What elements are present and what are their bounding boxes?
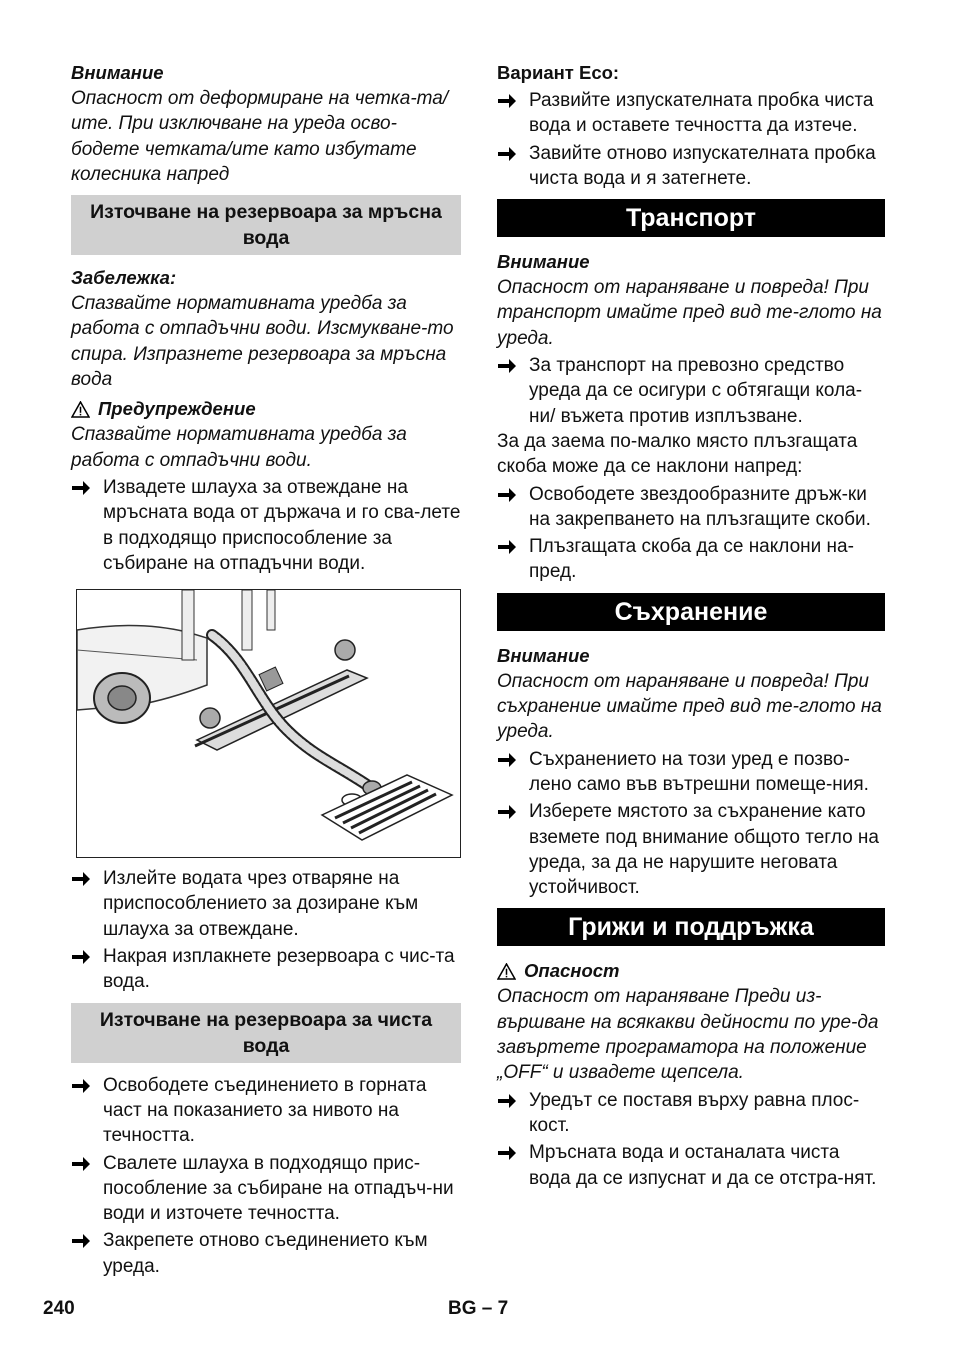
list-item: Свалете шлауха в подходящо прис-пособление за събиране на отпадъч-ни води и източете течността. [71,1151,461,1227]
danger-heading [497,958,885,984]
arrow-right-icon [497,538,517,556]
arrow-right-icon [497,803,517,821]
transport-text: За да заема по-малко място плъзгащата скоба може да се наклони напред: [497,430,858,478]
list-item: За транспорт на превозно средство уреда да се осигури с обтягащи кола-ни/ въжета против изплъзване. [497,353,885,429]
list-item: Завийте отново изпускателната пробка чиста вода и я затегнете. [497,141,885,192]
warning-triangle-icon [71,401,90,418]
arrow-right-icon [497,751,517,769]
arrow-right-icon [71,1232,91,1250]
eco-variant-label: Вариант Eco: [497,62,620,83]
caution-text: Опасност от нараняване и повреда! При транспорт имайте пред вид те-глото на уреда. [497,277,882,349]
section-heading-dirty-water: Източване на резервоара за мръсна вода [71,195,461,255]
arrow-right-icon [497,486,517,504]
list-item: Освободете съединението в горната част на показанието за нивото на течността. [71,1073,461,1149]
caution-label: Внимание [71,62,164,83]
page-number: 240 [43,1298,75,1319]
warning-label: Предупреждение [98,398,256,420]
arrow-right-icon [497,145,517,163]
section-heading-transport: Транспорт [497,199,885,237]
list-item: Закрепете отново съединението към уреда. [71,1228,461,1279]
arrow-right-icon [71,870,91,888]
list-item: Съхранението на този уред е позво-лено само във вътрешни помеще-ния. [497,747,885,798]
caution-text: Опасност от деформиране на четка-та/ите. При изключване на уреда осво-бодете четката/ите като избутате колесника напред [71,88,449,185]
list-item: Изберете мястото за съхранение като вземете под внимание общото тегло на уреда, за да не нарушите неговата устойчивост. [497,799,885,900]
warning-text: Спазвайте нормативната уредба за работа с отпадъчни води. [71,424,407,471]
arrow-right-icon [497,357,517,375]
list-item: Освободете звездообразните дръж-ки на закрепването на плъзгащите скоби. [497,482,885,533]
arrow-right-icon [497,1144,517,1162]
arrow-right-icon [71,479,91,497]
note-label: Забележка: [71,267,177,289]
arrow-right-icon [497,1092,517,1110]
warning-heading [71,396,461,422]
arrow-right-icon [71,1155,91,1173]
caution-text: Опасност от нараняване и повреда! При съхранение имайте пред вид те-глото на уреда. [497,670,882,743]
left-column [71,60,461,1279]
machine-hose-drawing [77,590,460,857]
list-item: Плъзгащата скоба да се наклони на-пред. [497,534,885,585]
section-heading-storage: Съхранение [497,593,885,631]
list-item: Мръсната вода и останалата чиста вода да се изпуснат и да се отстра-нят. [497,1140,885,1191]
caution-label: Внимание [497,644,590,666]
list-item: Извадете шлауха за отвеждане на мръсната вода от държача и го сва-лете в подходящо приспособление за събиране на отпадъчни води. [71,475,461,576]
list-item: Развийте изпускателната пробка чиста вода и оставете течността да изтече. [497,88,885,139]
right-column [497,60,885,1191]
list-item: Накрая изплакнете резервоара с чис-та вода. [71,944,461,995]
section-page-label: BG – 7 [448,1298,509,1319]
warning-triangle-icon [497,963,516,980]
arrow-right-icon [71,948,91,966]
section-heading-care: Грижи и поддръжка [497,908,885,946]
arrow-right-icon [71,1077,91,1095]
list-item: Излейте водата чрез отваряне на приспособлението за дозиране към шлауха за отвеждане. [71,866,461,942]
arrow-right-icon [497,92,517,110]
note-text: Спазвайте нормативната уредба за работа с отпадъчни води. Изсмукване-то спира. Изпразнете резервоара за мръсна вода [71,293,454,391]
hose-drain-illustration [76,589,461,858]
caution-label: Внимание [497,251,590,273]
danger-label: Опасност [524,960,620,982]
section-heading-clean-water: Източване на резервоара за чиста вода [71,1003,461,1063]
list-item: Уредът се поставя върху равна плос-кост. [497,1088,885,1139]
danger-text: Опасност от нараняване Преди из-вършване на всякакви дейности по уре-да завъртете програматора на положение „OFF“ и извадете щепсела. [497,986,879,1084]
